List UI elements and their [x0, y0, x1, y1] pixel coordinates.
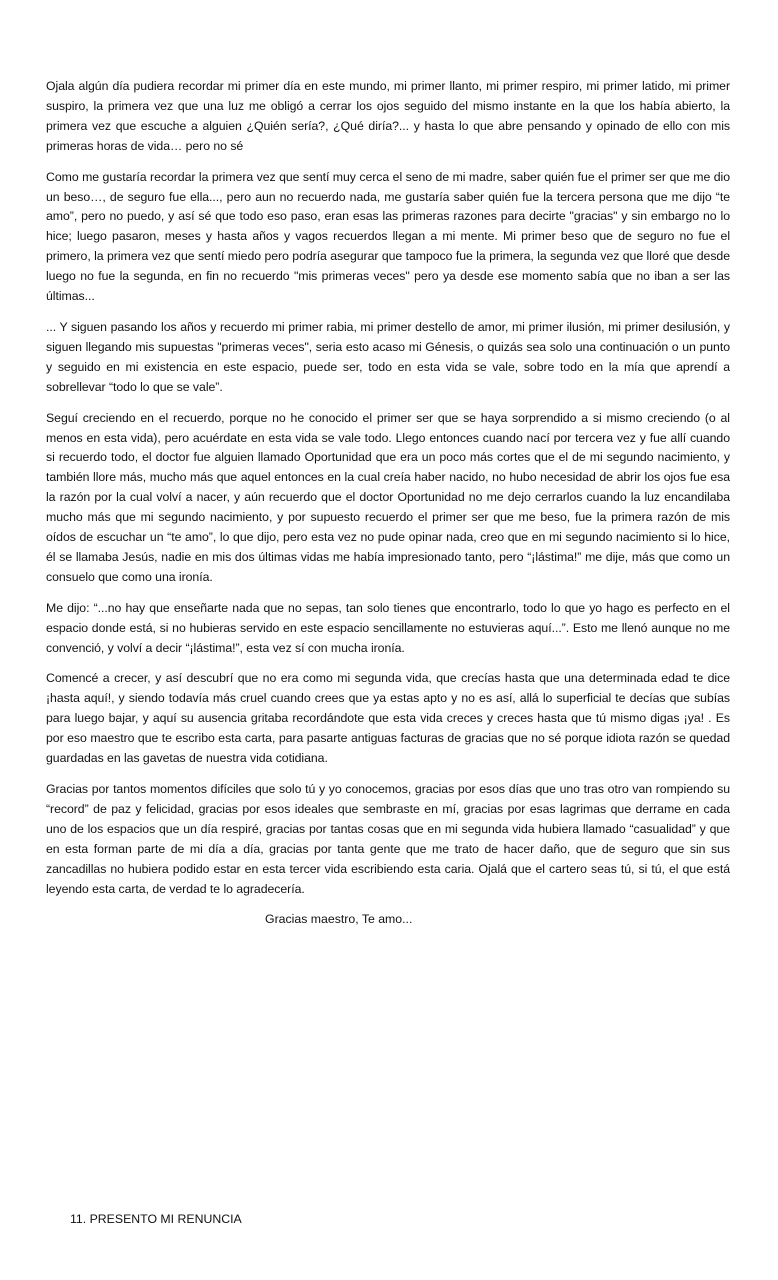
paragraph-1: Ojala algún día pudiera recordar mi primer día en este mundo, mi primer llanto, mi primer respiro, mi primer latido, mi primer suspiro, la primera vez que una luz me obligó a cerrar los ojos seguido del mismo instante en la que los había abierto, la primera vez que escuche a alguien ¿Quién sería?, ¿Qué diría?... y hasta lo que abre pensando y opinado de ello con mis primeras horas de vida… pero no sé [46, 79, 730, 153]
paragraph-6: Comencé a crecer, y así descubrí que no era como mi segunda vida, que crecías hasta que una determinada edad te dice ¡hasta aquí!, y siendo todavía más cruel cuando crees que ya estas apto y no es así, allá lo superficial te decías que subías para luego bajar, y aquí su ausencia gritaba recordándote que esta vida creces y creces hasta que tú mismo digas ¡ya! . Es por eso maestro que te escribo esta carta, para pasarte antiguas facturas de gracias que no sé porque idiota razón se quedad guardadas en las gavetas de nuestra vida cotidiana. [46, 671, 730, 766]
paragraph-7: Gracias por tantos momentos difíciles que solo tú y yo conocemos, gracias por esos días que uno tras otro van rompiendo su “record” de paz y felicidad, gracias por esos ideales que sembraste en mí, gracias por esas lagrimas que derrame en cada uno de los espacios que un día respiré, gracias por tantas cosas que en mi segunda vida hubiera llamado “casualidad” y que en esta forman parte de mi día a día, gracias por tanta gente que me trato de hacer daño, que de seguro que sin sus zancadillas no hubiera podido estar en esta tercer vida escribiendo esta caria. Ojalá que el cartero seas tú, si tú, el que está leyendo esta carta, de verdad te lo agradecería. [46, 782, 730, 896]
paragraph-3: ... Y siguen pasando los años y recuerdo mi primer rabia, mi primer destello de amor, mi primer ilusión, mi primer desilusión, y siguen llegando mis supuestas "primeras veces", seria esto acaso mi Génesis, o quizás sea solo una continuación o un punto y seguido en mi existencia en este espacio, puede ser, todo en esta vida se vale, sobre todo en la mía que aprendí a sobrellevar “todo lo que se vale”. [46, 319, 730, 394]
paragraph-5: Me dijo: “...no hay que enseñarte nada que no sepas, tan solo tienes que encontrarlo, todo lo que yo hago es perfecto en el espacio donde está, si no hubieras servido en este espacio sencillamente no estuvieras aquí...”. Esto me llenó aunque no me convenció, y volví a decir “¡lástima!”, esta vez sí con mucha ironía. [46, 600, 730, 655]
paragraph-4: Seguí creciendo en el recuerdo, porque no he conocido el primer ser que se haya sorprendido a si mismo creciendo (o al menos en esta vida), pero acuérdate en esta vida se vale todo. Llego entonces cuando nací por tercera vez y fue allí cuando si recuerdo todo, el doctor fue alguien llamado Oportunidad que era un poco más cortes que el de mi segundo nacimiento, y también llore más, mucho más que aquel entonces en la cual creía haber nacido, no hubo necesidad de abrir los ojos fue esa la razón por la cual volví a nacer, y aún recuerdo que el doctor Oportunidad no me dejo cerrarlos cuando la luz encandilaba mucho más que mi segundo nacimiento, y por supuesto recuerdo el primer ser que me beso, fue la primera razón de mis oídos de escuchar un “te amo”, lo que dijo, pero esta vez no pude opinar nada, creo que en mi segundo nacimiento si lo hice, él se llamaba Jesús, nadie en mis dos últimas vidas me había impresionado tanto, pero “¡lástima!” me dije, más que como un consuelo que como una ironía. [46, 410, 730, 584]
letter-body [46, 77, 730, 930]
footer-section-title: 11. PRESENTO MI RENUNCIA [70, 1212, 242, 1226]
paragraph-2: Como me gustaría recordar la primera vez que sentí muy cerca el seno de mi madre, saber quién fue el primer ser que me dio un beso…, de seguro fue ella..., pero aun no recuerdo nada, me gustaría saber quién fue la tercera persona que me dijo “te amo”, pero no puedo, y así sé que todo eso paso, eran esas las primeras razones para decirte "gracias" y sin embargo no lo hice; luego pasaron, meses y hasta años y vagos recuerdos llegan a mi mente. Mi primer beso que de seguro no fue el primero, la primera vez que sentí miedo pero podría asegurar que tampoco fue la primera, la segunda vez que lloré que desde luego no fue la segunda, en fin no recuerdo "mis primeras veces" pero ya desde ese momento sabía que no iban a ser las últimas... [46, 169, 730, 304]
signoff: Gracias maestro, Te amo... [265, 912, 413, 927]
